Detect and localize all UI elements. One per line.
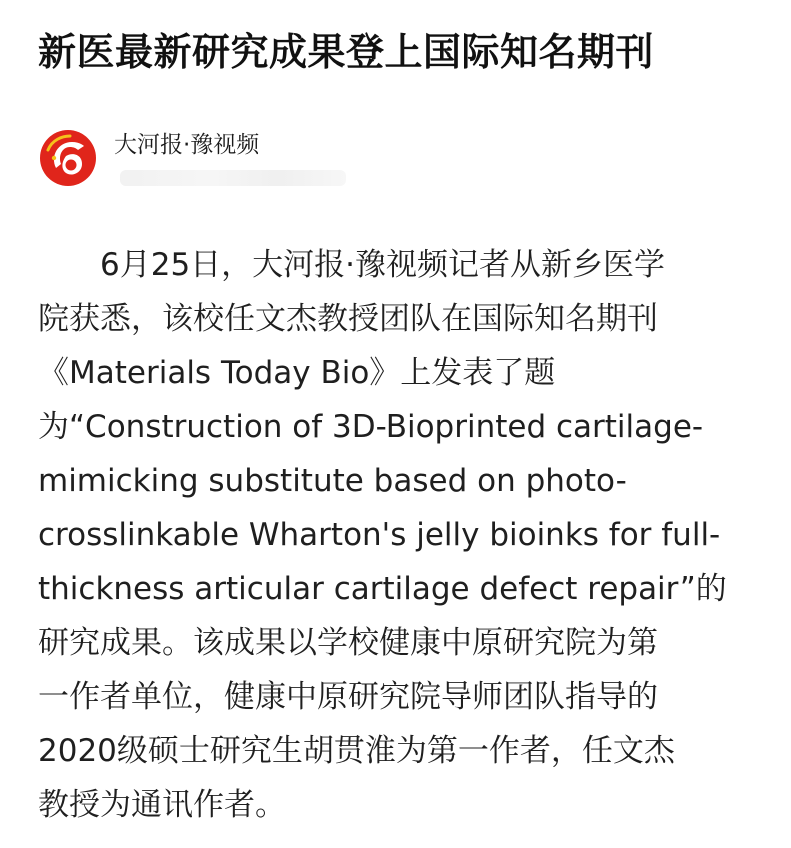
body-line: 研究成果。该成果以学校健康中原研究院为第 [38,625,658,661]
body-line: crosslinkable Wharton's jelly bioinks for full- [38,517,721,553]
body-line: 为“Construction of 3D-Bioprinted cartilage- [38,409,704,445]
body-line: 教授为通讯作者。 [38,787,286,823]
body-line: 2020级硕士研究生胡贯淮为第一作者，任文杰 [38,733,675,769]
body-line: 6月25日，大河报·豫视频记者从新乡医学 [100,247,666,283]
dahebao-logo-icon[interactable] [38,128,98,188]
article-headline: 新医最新研究成果登上国际知名期刊 [38,30,655,74]
body-line: 院获悉，该校任文杰教授团队在国际知名期刊 [38,301,658,337]
body-line: 《Materials Today Bio》上发表了题 [38,355,556,391]
source-byline[interactable] [38,128,638,192]
body-line: thickness articular cartilage defect repair”的 [38,571,727,607]
body-line: 一作者单位，健康中原研究院导师团队指导的 [38,679,658,715]
body-line: mimicking substitute based on photo- [38,463,627,499]
source-name[interactable]: 大河报·豫视频 [114,132,260,158]
article-body [38,238,754,832]
blurred-publish-info [120,170,346,186]
